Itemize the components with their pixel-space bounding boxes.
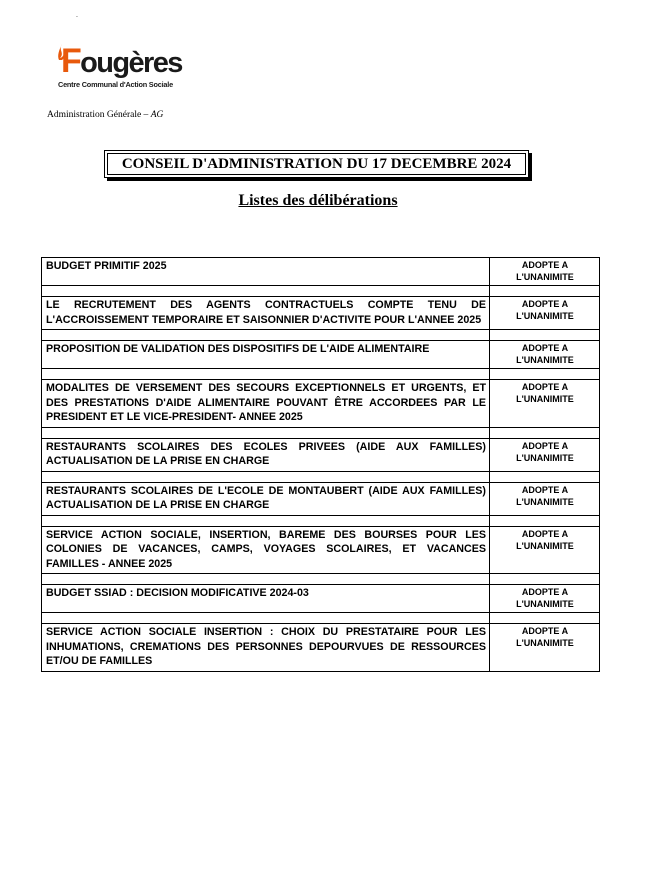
deliberation-status: ADOPTE A L'UNANIMITE — [490, 297, 600, 330]
department-name: Administration Générale – — [47, 110, 151, 120]
spacer-cell — [42, 574, 490, 585]
deliberation-title: SERVICE ACTION SOCIALE INSERTION : CHOIX DU PRESTATAIRE POUR LES INHUMATIONS, CREMATIONS DES PERSONNES DEPOURVUES DE RESSOURCES ET/OU DE FAMILLES — [42, 624, 490, 672]
table-spacer-row — [42, 369, 600, 380]
deliberation-status: ADOPTE A L'UNANIMITE — [490, 341, 600, 369]
table-spacer-row — [42, 286, 600, 297]
spacer-cell — [490, 515, 600, 526]
table-row — [42, 341, 600, 369]
department-label — [47, 110, 163, 120]
spacer-cell — [42, 515, 490, 526]
deliberation-title: BUDGET PRIMITIF 2025 — [42, 258, 490, 286]
deliberations-table-body — [42, 258, 600, 672]
deliberation-title: PROPOSITION DE VALIDATION DES DISPOSITIFS DE L'AIDE ALIMENTAIRE — [42, 341, 490, 369]
deliberation-title: MODALITES DE VERSEMENT DES SECOURS EXCEPTIONNELS ET URGENTS, ET DES PRESTATIONS D'AIDE ALIMENTAIRE POUVANT ÊTRE ACCORDEES PAR LE PRESIDENT ET LE VICE-PRESIDENT- ANNEE 2025 — [42, 380, 490, 428]
deliberation-title: RESTAURANTS SCOLAIRES DE L'ECOLE DE MONTAUBERT (AIDE AUX FAMILLES) ACTUALISATION DE LA PRISE EN CHARGE — [42, 482, 490, 515]
spacer-cell — [490, 427, 600, 438]
fougeres-logo — [56, 40, 196, 92]
deliberation-title: LE RECRUTEMENT DES AGENTS CONTRACTUELS COMPTE TENU DE L'ACCROISSEMENT TEMPORAIRE ET SAISONNIER D'ACTIVITE POUR L'ANNEE 2025 — [42, 297, 490, 330]
spacer-cell — [42, 613, 490, 624]
logo-initial: F — [61, 42, 81, 80]
spacer-cell — [490, 369, 600, 380]
logo-subtitle: Centre Communal d'Action Sociale — [58, 80, 173, 89]
table-row — [42, 297, 600, 330]
spacer-cell — [42, 330, 490, 341]
table-spacer-row — [42, 574, 600, 585]
spacer-cell — [490, 330, 600, 341]
deliberation-title: BUDGET SSIAD : DECISION MODIFICATIVE 2024-03 — [42, 585, 490, 613]
table-spacer-row — [42, 471, 600, 482]
spacer-cell — [490, 286, 600, 297]
spacer-cell — [42, 471, 490, 482]
deliberation-status: ADOPTE A L'UNANIMITE — [490, 624, 600, 672]
table-row — [42, 438, 600, 471]
logo-wordmark — [61, 42, 182, 81]
table-spacer-row — [42, 613, 600, 624]
table-row — [42, 526, 600, 574]
deliberation-status: ADOPTE A L'UNANIMITE — [490, 438, 600, 471]
deliberation-status: ADOPTE A L'UNANIMITE — [490, 258, 600, 286]
deliberation-title: RESTAURANTS SCOLAIRES DES ECOLES PRIVEES (AIDE AUX FAMILLES) ACTUALISATION DE LA PRISE EN CHARGE — [42, 438, 490, 471]
table-row — [42, 585, 600, 613]
deliberation-status: ADOPTE A L'UNANIMITE — [490, 526, 600, 574]
table-row — [42, 482, 600, 515]
table-spacer-row — [42, 330, 600, 341]
spacer-cell — [490, 471, 600, 482]
page-title: CONSEIL D'ADMINISTRATION DU 17 DECEMBRE 2024 — [121, 155, 512, 172]
department-code: AG — [150, 110, 164, 120]
table-spacer-row — [42, 515, 600, 526]
deliberation-status: ADOPTE A L'UNANIMITE — [490, 585, 600, 613]
title-box — [104, 150, 529, 178]
deliberation-title: SERVICE ACTION SOCIALE, INSERTION, BAREME DES BOURSES POUR LES COLONIES DE VACANCES, CAMPS, VOYAGES SCOLAIRES, ET VACANCES FAMILLES - ANNEE 2025 — [42, 526, 490, 574]
page-subtitle: Listes des délibérations — [238, 192, 398, 209]
table-row — [42, 258, 600, 286]
table-row — [42, 624, 600, 672]
spacer-cell — [490, 574, 600, 585]
spacer-cell — [42, 286, 490, 297]
header-mark: . — [76, 12, 78, 19]
spacer-cell — [490, 613, 600, 624]
deliberation-status: ADOPTE A L'UNANIMITE — [490, 482, 600, 515]
deliberations-table — [41, 257, 600, 672]
logo-rest: ougères — [80, 47, 182, 79]
spacer-cell — [42, 427, 490, 438]
deliberation-status: ADOPTE A L'UNANIMITE — [490, 380, 600, 428]
table-spacer-row — [42, 427, 600, 438]
table-row — [42, 380, 600, 428]
spacer-cell — [42, 369, 490, 380]
